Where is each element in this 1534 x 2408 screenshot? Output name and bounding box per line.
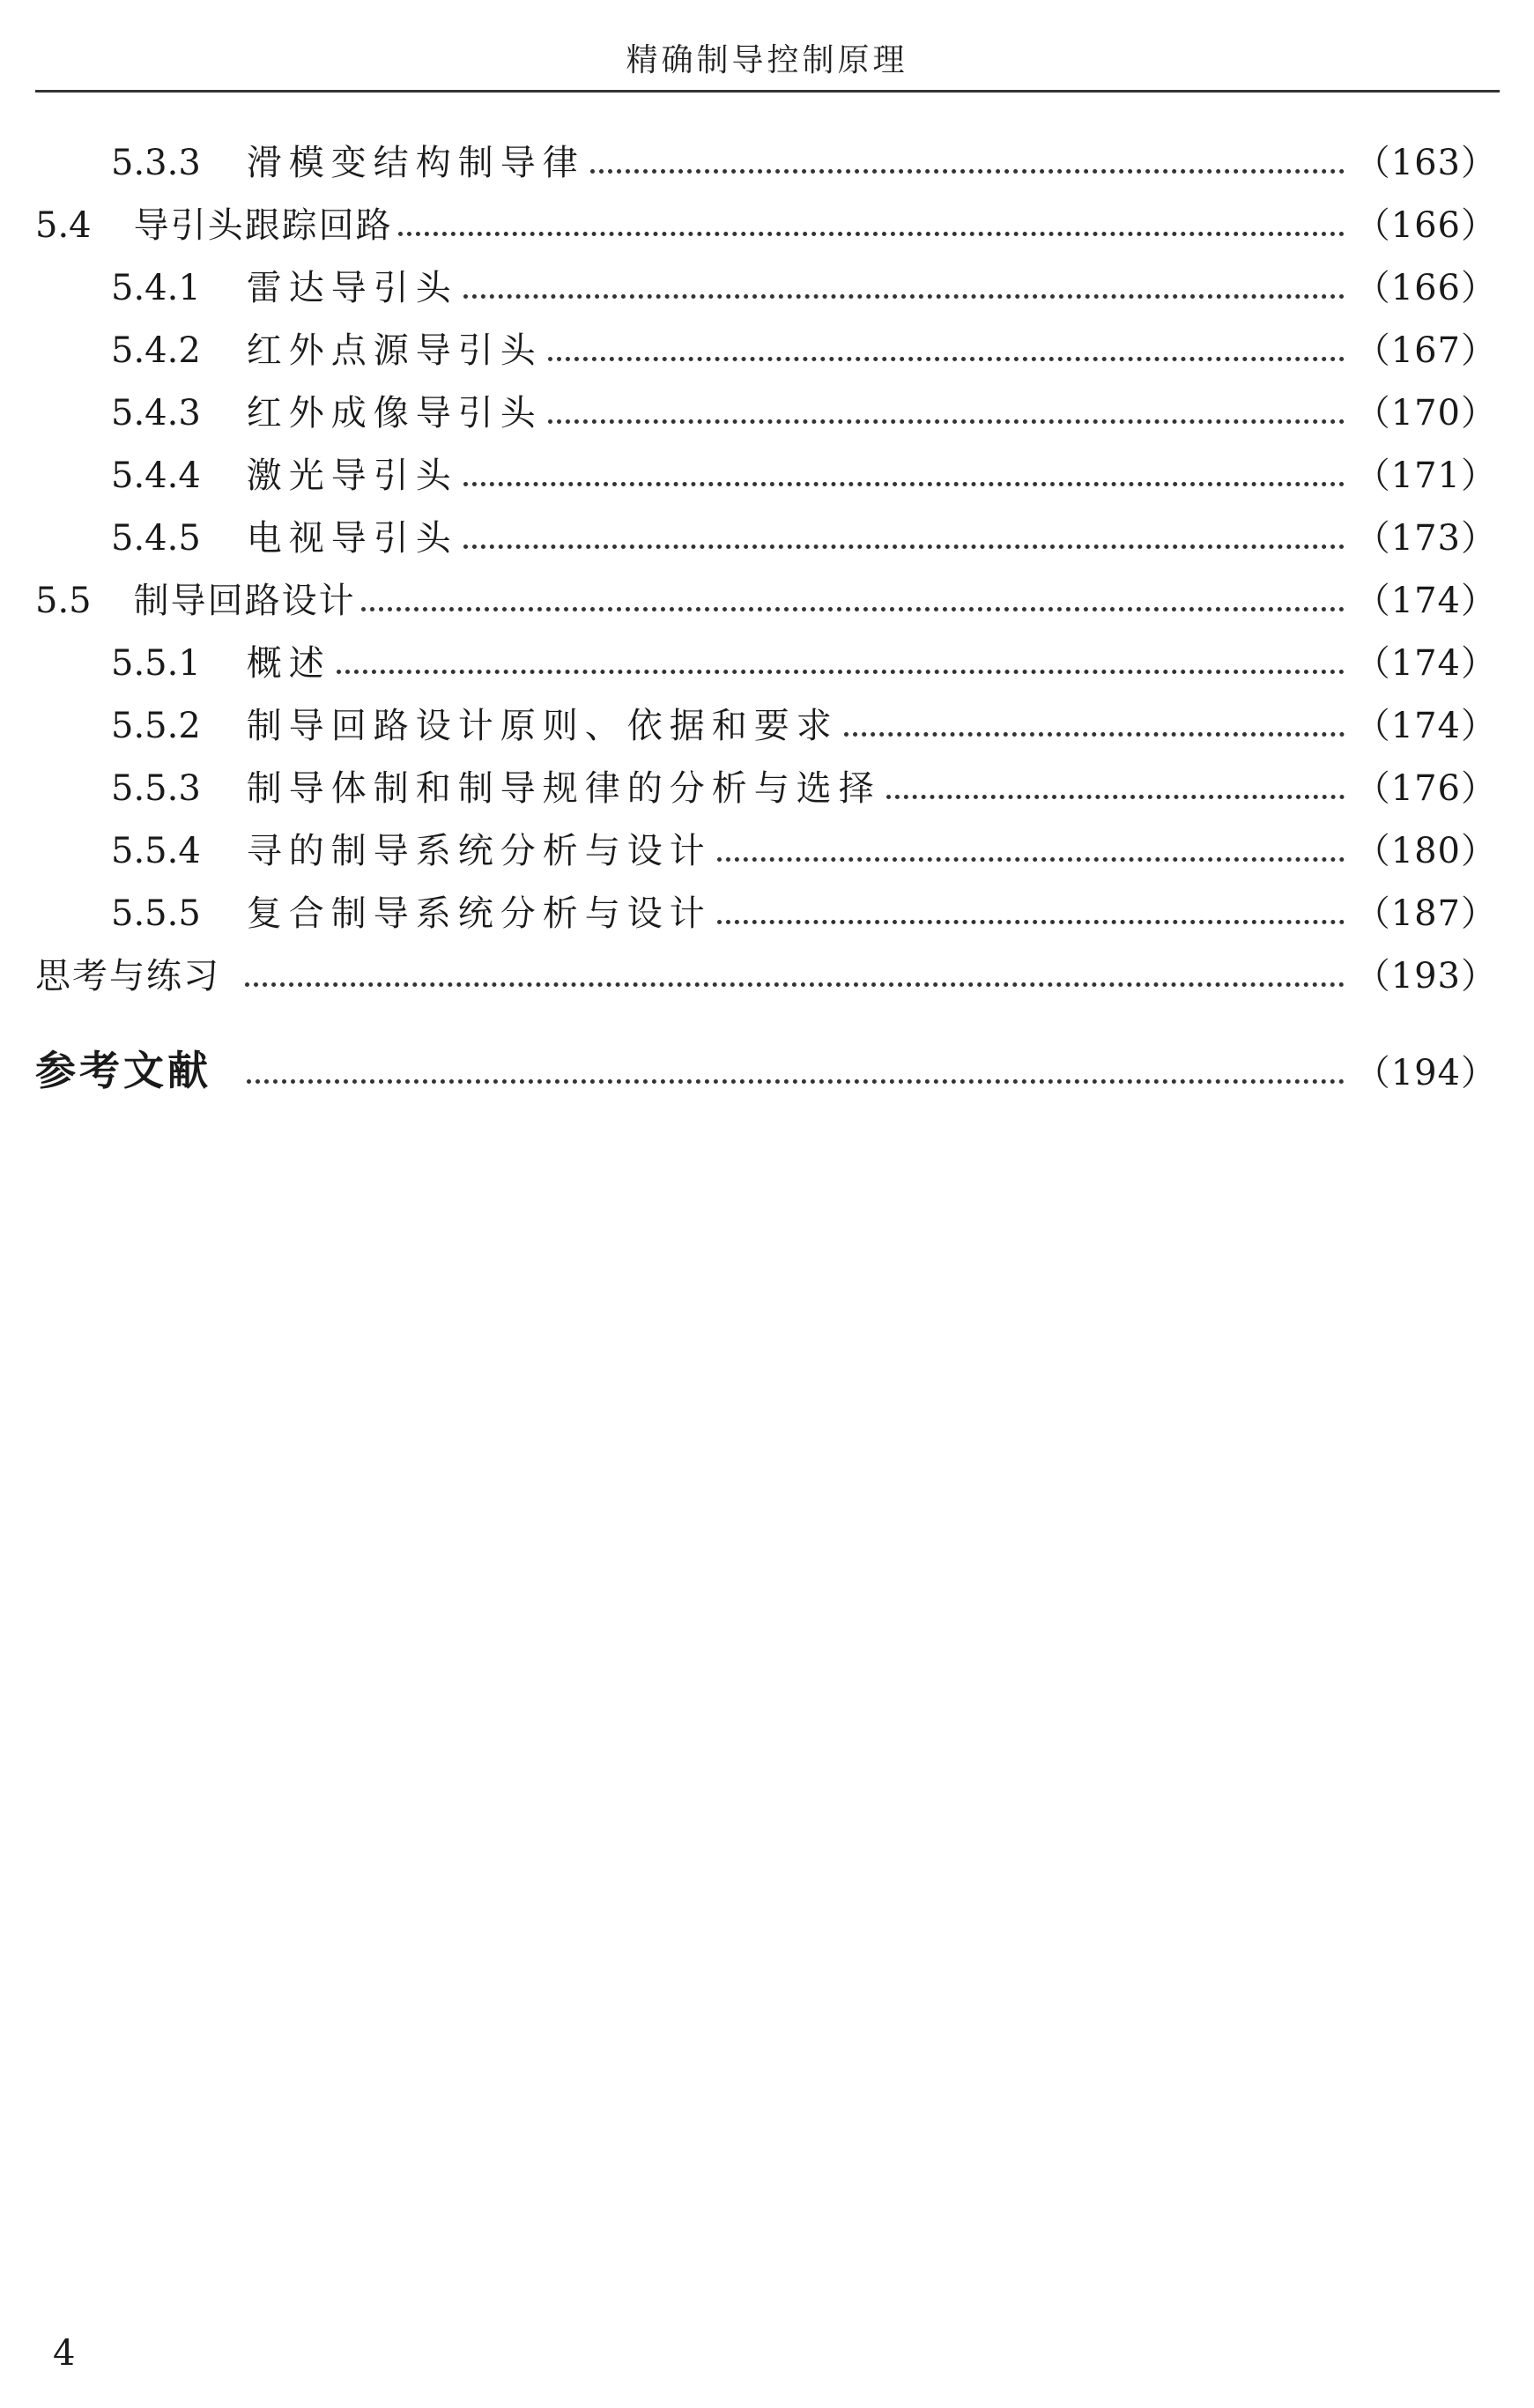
toc-entry-title: 红外点源导引头 [246,330,543,371]
toc-entry-5-5-3[interactable] [111,753,1497,809]
toc-entry-title: 雷达导引头 [246,268,458,308]
toc-entry-page: （166） [1354,205,1497,246]
dot-leader [247,1079,1345,1084]
toc-entry-page: （170） [1354,393,1497,433]
toc-entry-title: 概述 [246,643,331,684]
toc-entry-title: 制导回路设计 [133,581,356,621]
toc-entry-title: 复合制导系统分析与设计 [246,893,712,934]
toc-entry-page: （174） [1354,643,1497,684]
dot-leader [398,232,1345,236]
dot-leader [245,982,1345,987]
toc-entry-number: 5.3.3 [111,143,201,183]
toc-entry-number: 5.4.4 [111,456,201,496]
toc-entry-5-4[interactable] [35,190,1497,246]
toc-entry-5-4-4[interactable] [111,441,1497,496]
toc-entry-number: 5.5.2 [111,706,201,746]
toc-entry-number: 5.5 [35,581,92,621]
dot-leader [717,857,1345,862]
toc-entry-title: 滑模变结构制导律 [246,143,585,183]
dot-leader [548,419,1345,424]
toc-entry-number: 5.4.2 [111,330,201,371]
toc-entry-5-5-5[interactable] [111,878,1497,934]
page-number: 4 [53,2333,76,2374]
toc-entry-5-3-3[interactable] [111,128,1497,181]
toc-entry-title: 制导回路设计原则、依据和要求 [246,706,839,746]
toc-entry-number: 5.4.5 [111,518,201,559]
toc-entry-title: 激光导引头 [246,456,458,496]
toc-entry-number: 5.5.3 [111,768,201,809]
dot-leader [361,607,1345,611]
toc-entry-page: （166） [1354,268,1497,308]
dot-leader [337,670,1345,674]
toc-entry-exercises[interactable] [35,941,1497,997]
toc-entry-page: （194） [1354,1053,1497,1093]
toc-entry-5-4-1[interactable] [111,253,1497,306]
toc-entry-5-4-5[interactable] [111,503,1497,559]
toc-entry-references[interactable] [35,1033,1497,1094]
dot-leader [463,482,1345,486]
dot-leader [886,795,1345,799]
toc-entry-page: （167） [1354,330,1497,371]
toc-entry-title: 参考文献 [35,1047,211,1094]
toc-entry-page: （176） [1354,768,1497,809]
toc-entry-number: 5.4 [35,205,92,246]
toc-entry-page: （171） [1354,456,1497,496]
toc-entry-5-5-1[interactable] [111,628,1497,684]
toc-entry-page: （193） [1354,956,1497,997]
running-header: 精确制导控制原理 [626,42,908,78]
dot-leader [590,169,1345,174]
toc-entry-5-4-3[interactable] [111,378,1497,431]
toc-entry-title: 红外成像导引头 [246,393,543,433]
toc-entry-page: （187） [1354,893,1497,934]
toc-entry-title: 寻的制导系统分析与设计 [246,831,712,871]
toc-entry-page: （174） [1354,706,1497,746]
toc-entry-5-5-4[interactable] [111,816,1497,869]
toc-entry-5-5[interactable] [35,566,1497,619]
dot-leader [463,294,1345,299]
toc-entry-page: （163） [1354,143,1497,183]
dot-leader [844,732,1345,737]
toc-entry-number: 5.4.1 [111,268,201,308]
toc-entry-5-5-2[interactable] [111,691,1497,744]
dot-leader [548,357,1345,361]
toc-entry-title: 导引头跟踪回路 [133,205,393,246]
toc-entry-title: 思考与练习 [35,956,220,997]
toc-entry-number: 5.5.5 [111,893,201,934]
toc-entry-number: 5.5.1 [111,643,201,684]
toc-entry-page: （173） [1354,518,1497,559]
dot-leader [717,920,1345,924]
toc-entry-page: （174） [1354,581,1497,621]
toc-entry-number: 5.4.3 [111,393,201,433]
toc-entry-5-4-2[interactable] [111,315,1497,371]
toc-entry-title: 电视导引头 [246,518,458,559]
toc-entry-title: 制导体制和制导规律的分析与选择 [246,768,881,809]
toc-entry-page: （180） [1354,831,1497,871]
dot-leader [463,545,1345,549]
toc-entry-number: 5.5.4 [111,831,201,871]
